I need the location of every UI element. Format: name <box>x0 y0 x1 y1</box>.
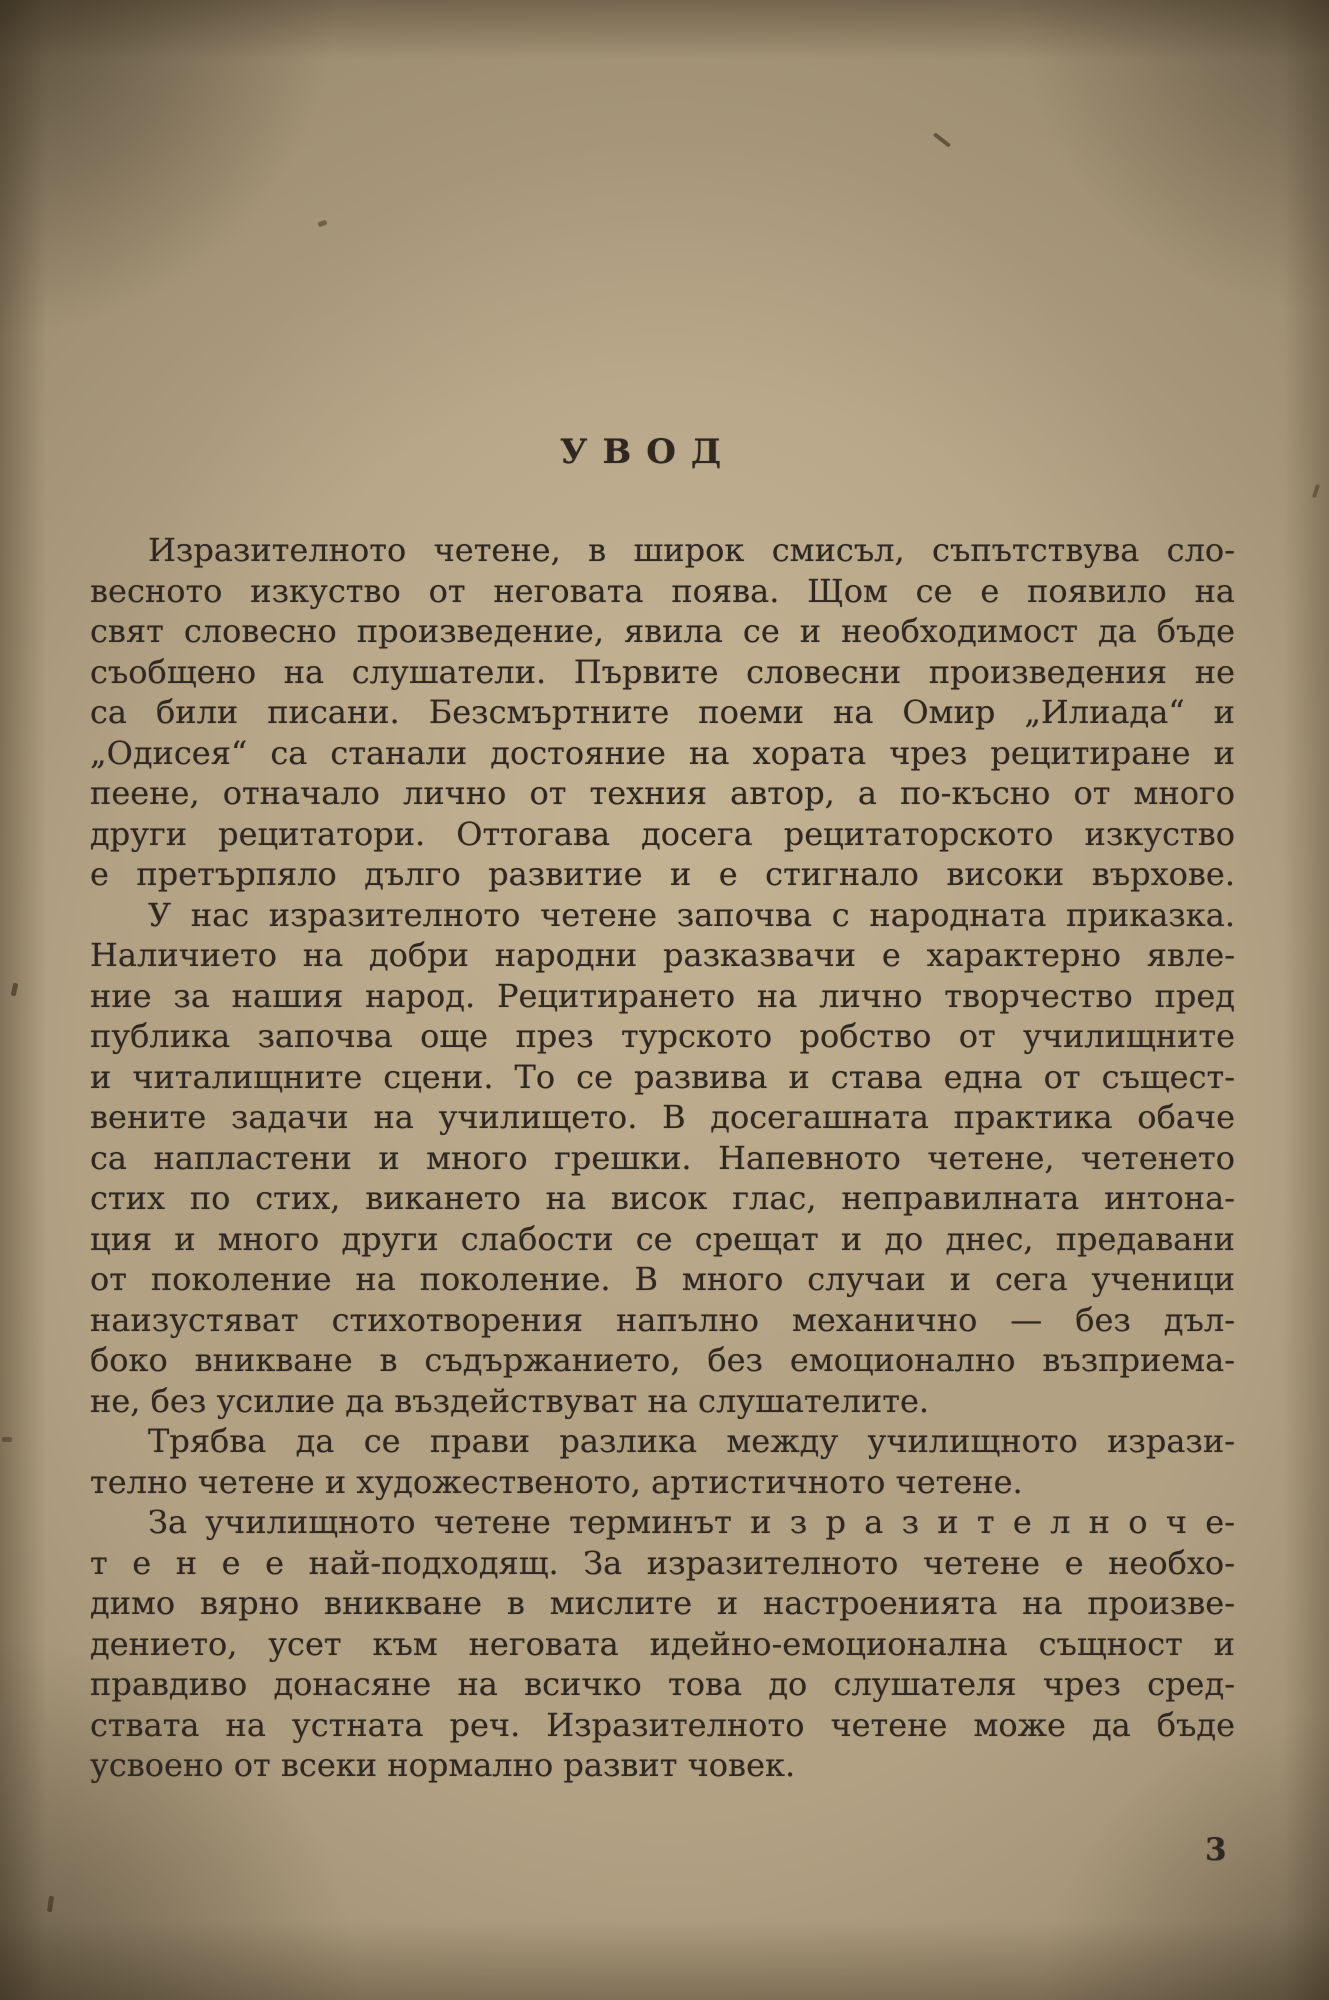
paragraph <box>90 1421 1235 1502</box>
text-line: дението, усет към неговата идейно-емоционална същност и <box>90 1624 1235 1663</box>
text-line: ние за нашия народ. Рецитирането на лично творчество пред <box>90 976 1235 1015</box>
text-line: телно четене и художественото, артистичното четене. <box>90 1462 1023 1501</box>
text-line: ствата на устната реч. Изразителното четене може да бъде <box>90 1705 1235 1744</box>
text-line: У нас изразителното четене започва с народната приказка. <box>148 895 1235 934</box>
scan-artifact-speck <box>11 983 19 997</box>
text-line: правдиво донасяне на всичко това до слушателя чрез сред- <box>90 1665 1235 1703</box>
text-line: За училищното четене терминът и з р а з и т е л н о ч е- <box>148 1503 1235 1541</box>
text-line: димо вярно вникване в мислите и настроенията на произве- <box>90 1584 1235 1622</box>
paragraph <box>90 895 1235 1422</box>
page-title: УВОД <box>559 432 737 472</box>
text-line: ция и много други слабости се срещат и до днес, предавани <box>90 1219 1235 1258</box>
text-line: Наличието на добри народни разказвачи е характерно явле- <box>90 936 1235 974</box>
text-line: весното изкуство от неговата поява. Щом се е появило на <box>90 571 1235 610</box>
paragraph <box>90 1502 1235 1786</box>
text-line: съобщено на слушатели. Първите словесни произведения не <box>90 652 1235 691</box>
text-line: „Одисея“ са станали достояние на хората чрез рецитиране и <box>90 733 1235 772</box>
text-line: други рецитатори. Оттогава досега рецитаторското изкуство <box>90 814 1235 853</box>
text-line: стих по стих, викането на висок глас, неправилната интона- <box>90 1179 1235 1217</box>
text-line: и читалищните сцени. То се развива и става една от същест- <box>90 1057 1235 1096</box>
scan-artifact-crease <box>933 132 951 147</box>
body-text <box>90 530 1235 1786</box>
page-number: 3 <box>1205 1832 1227 1868</box>
scan-artifact-speck <box>2 1437 12 1442</box>
text-line: публика започва още през турското робство от училищните <box>90 1017 1235 1055</box>
scan-artifact-speck <box>47 1896 54 1913</box>
text-line: е претърпяло дълго развитие и е стигнало високи върхове. <box>90 855 1235 893</box>
text-line: свят словесно произведение, явила се и необходимост да бъде <box>90 612 1235 650</box>
text-line: Трябва да се прави разлика между училищното изрази- <box>148 1422 1235 1460</box>
text-line: вените задачи на училището. В досегашната практика обаче <box>90 1098 1235 1136</box>
scan-artifact-speck <box>317 220 327 228</box>
paragraph <box>90 530 1235 895</box>
text-line: усвоено от всеки нормално развит човек. <box>90 1746 796 1784</box>
text-line: от поколение на поколение. В много случаи и сега ученици <box>90 1260 1235 1298</box>
text-line: са били писани. Безсмъртните поеми на Омир „Илиада“ и <box>90 693 1235 731</box>
scan-artifact-speck <box>1312 484 1320 499</box>
text-line: Изразителното четене, в широк смисъл, съпътствува сло- <box>148 531 1235 569</box>
text-line: са напластени и много грешки. Напевното четене, четенето <box>90 1138 1235 1177</box>
text-line: наизустяват стихотворения напълно механично — без дъл- <box>90 1300 1235 1339</box>
text-line: не, без усилие да въздействуват на слушателите. <box>90 1381 930 1420</box>
text-line: боко вникване в съдържанието, без емоционално възприема- <box>90 1341 1235 1379</box>
text-line: т е н е е най-подходящ. За изразителното четене е необхо- <box>90 1543 1235 1582</box>
text-line: пеене, отначало лично от техния автор, а по-късно от много <box>90 774 1235 812</box>
